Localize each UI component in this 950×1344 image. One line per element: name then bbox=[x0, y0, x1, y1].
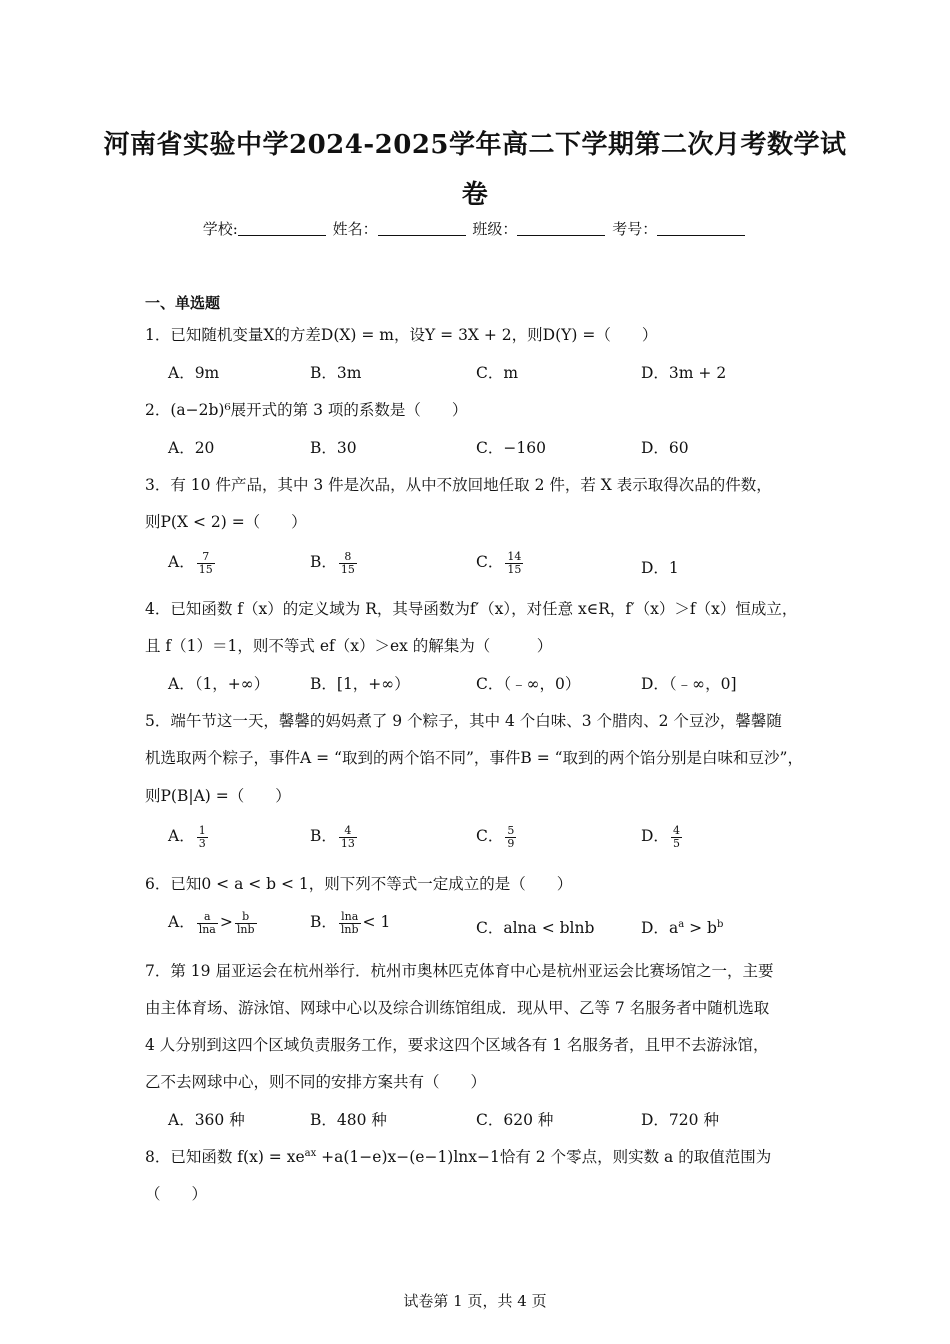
q4-option-a: A．（1，+∞） bbox=[168, 675, 270, 693]
student-info-line bbox=[0, 218, 950, 239]
exam-no-label: 考号： bbox=[612, 220, 658, 238]
exam-title-line2: 卷 bbox=[461, 180, 489, 210]
q3-a-fraction: $\frac{7}{15}$ bbox=[198, 549, 213, 576]
q6-a-fraction-right: $\frac{b}{\ln b}$ bbox=[236, 909, 255, 936]
q6-b-fraction: $\frac{\ln a}{\ln b}$ bbox=[340, 909, 359, 936]
q3-b-fraction: $\frac{8}{15}$ bbox=[340, 549, 355, 576]
q4-stem-line1: 4．已知函数 f（x）的定义域为 R，其导函数为f′（x），对任意 x∈R，f′（x）＞f（x）恒成立， bbox=[145, 600, 798, 618]
q5-d-fraction: $\frac{4}{5}$ bbox=[672, 823, 680, 850]
school-label: 学校: bbox=[202, 220, 238, 238]
q7-stem-line4: 乙不去网球中心，则不同的安排方案共有（ ） bbox=[145, 1073, 487, 1091]
q2-stem: 2．(a−2b)⁶展开式的第 3 项的系数是（ ） bbox=[145, 401, 468, 419]
q7-stem-line2: 由主体育场、游泳馆、网球中心以及综合训练馆组成．现从甲、乙等 7 名服务者中随机选取 bbox=[145, 999, 770, 1017]
q6-option-c: C．alna < blnb bbox=[476, 919, 595, 937]
q4-stem-line2: 且 f（1）＝1，则不等式 ef（x）＞ex 的解集为（ ） bbox=[145, 637, 553, 655]
q7-stem-line3: 4 人分别到这四个区域负责服务工作，要求这四个区域各有 1 名服务者，且甲不去游泳馆， bbox=[145, 1036, 769, 1054]
q2-option-b: B．30 bbox=[310, 439, 357, 457]
q5-a-fraction: $\frac{1}{3}$ bbox=[198, 823, 206, 850]
q1-option-c: C．m bbox=[476, 364, 519, 382]
q8-stem-line1: 8．已知函数 $f(x) = xe^{ax} +a(1-e)x-(e-1)\ln x-1$恰有 2 个零点，则实数 a 的取值范围为 bbox=[145, 1147, 772, 1166]
q6-option-b: B． $\frac{\ln a}{\ln b}$ < 1 bbox=[310, 909, 391, 936]
q1-option-a: A．9m bbox=[168, 364, 220, 382]
q1-stem: 1．已知随机变量X的方差D(X) = m，设Y = 3X + 2，则D(Y) =（ ） bbox=[145, 326, 658, 344]
q2-option-a: A．20 bbox=[168, 439, 215, 457]
school-blank bbox=[238, 221, 326, 236]
q7-option-a: A．360 种 bbox=[168, 1111, 245, 1129]
q5-stem-line1: 5．端午节这一天，馨馨的妈妈煮了 9 个粽子，其中 4 个白味、3 个腊肉、2 个豆沙，馨馨随 bbox=[145, 712, 782, 730]
exam-no-blank bbox=[657, 221, 745, 236]
page-footer: 试卷第 1 页，共 4 页 bbox=[403, 1292, 547, 1310]
exam-title-line1: 河南省实验中学2024-2025学年高二下学期第二次月考数学试 bbox=[103, 130, 847, 160]
name-blank bbox=[378, 221, 466, 236]
q5-b-fraction: $\frac{4}{13}$ bbox=[340, 823, 355, 850]
q5-option-c: C． $\frac{5}{9}$ bbox=[476, 823, 515, 850]
q3-option-d: D．1 bbox=[641, 559, 679, 577]
q3-option-a: A． $\frac{7}{15}$ bbox=[168, 549, 213, 576]
q5-option-a: A． $\frac{1}{3}$ bbox=[168, 823, 206, 850]
q7-option-b: B．480 种 bbox=[310, 1111, 387, 1129]
class-label: 班级： bbox=[472, 220, 518, 238]
q7-stem-line1: 7．第 19 届亚运会在杭州举行．杭州市奥林匹克体育中心是杭州亚运会比赛场馆之一，主要 bbox=[145, 962, 774, 980]
q5-stem-line3: 则P(B|A) =（ ） bbox=[145, 787, 291, 805]
q5-option-d: D． $\frac{4}{5}$ bbox=[641, 823, 680, 850]
q6-option-d: D．$a^a > b^b$ bbox=[641, 918, 724, 937]
q5-c-fraction: $\frac{5}{9}$ bbox=[507, 823, 515, 850]
q7-option-c: C．620 种 bbox=[476, 1111, 554, 1129]
q4-option-b: B．[1，+∞） bbox=[310, 675, 410, 693]
q1-option-b: B．3m bbox=[310, 364, 362, 382]
q8-stem-line2: （ ） bbox=[145, 1185, 208, 1203]
q3-c-fraction: $\frac{14}{15}$ bbox=[507, 549, 522, 576]
q5-option-b: B． $\frac{4}{13}$ bbox=[310, 823, 355, 850]
q1-option-d: D．3m + 2 bbox=[641, 364, 727, 382]
q6-a-fraction-left: $\frac{a}{\ln a}$ bbox=[198, 909, 216, 936]
q3-stem-line1: 3．有 10 件产品，其中 3 件是次品，从中不放回地任取 2 件，若 X 表示取得次品的件数， bbox=[145, 476, 772, 494]
q3-option-c: C． $\frac{14}{15}$ bbox=[476, 549, 522, 576]
q5-stem-line2: 机选取两个粽子，事件A = “取到的两个馅不同”，事件B = “取到的两个馅分别是白味和豆沙”， bbox=[145, 749, 803, 767]
q7-option-d: D．720 种 bbox=[641, 1111, 719, 1129]
q2-option-d: D．60 bbox=[641, 439, 689, 457]
q2-option-c: C．−160 bbox=[476, 439, 546, 457]
q3-stem-line2: 则P(X < 2) =（ ） bbox=[145, 513, 307, 531]
class-blank bbox=[517, 221, 605, 236]
section-heading: 一、单选题 bbox=[145, 294, 221, 312]
q4-option-c: C．（﹣∞，0） bbox=[476, 675, 581, 693]
q6-option-a: A． $\frac{a}{\ln a}$ > $\frac{b}{\ln b}$ bbox=[168, 909, 255, 936]
name-label: 姓名： bbox=[332, 220, 378, 238]
q4-option-d: D．（﹣∞，0] bbox=[641, 675, 737, 693]
q3-option-b: B． $\frac{8}{15}$ bbox=[310, 549, 355, 576]
q6-stem: 6．已知0 < a < b < 1，则下列不等式一定成立的是（ ） bbox=[145, 875, 573, 893]
